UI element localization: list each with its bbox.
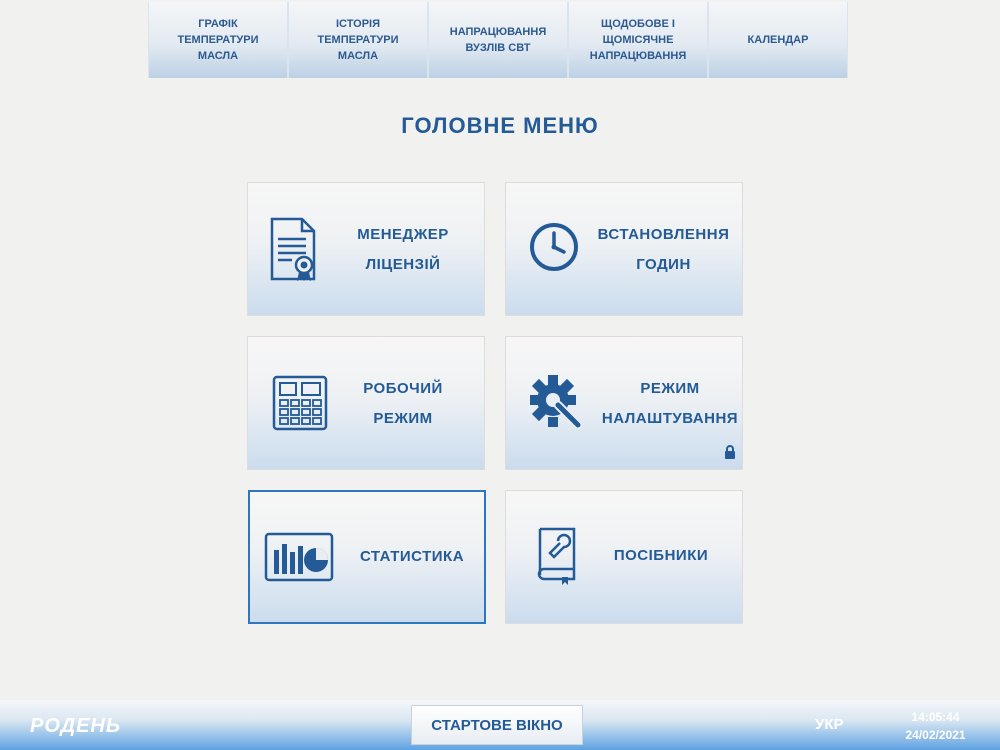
datetime-display — [888, 708, 983, 744]
set-hours-label: ВСТАНОВЛЕННЯ ГОДИН — [597, 226, 730, 273]
set-hours-button[interactable] — [505, 182, 743, 316]
gear-wrench-icon — [528, 373, 584, 429]
statistics-chart-icon — [264, 532, 336, 584]
start-window-button[interactable]: СТАРТОВЕ ВІКНО — [411, 705, 583, 745]
page-title: ГОЛОВНЕ МЕНЮ — [401, 113, 599, 138]
tab-calendar[interactable]: КАЛЕНДАР — [709, 2, 847, 78]
language-selector[interactable]: УКР — [815, 716, 844, 733]
manuals-button[interactable] — [505, 490, 743, 624]
license-manager-label: МЕНЕДЖЕР ЛІЦЕНЗІЙ — [357, 226, 449, 273]
license-certificate-icon — [266, 217, 322, 283]
tab-oil-temperature-chart[interactable]: ГРАФІК ТЕМПЕРАТУРИ МАСЛА — [149, 2, 287, 78]
brand-logo: РОДЕНЬ — [30, 715, 122, 737]
top-nav-bar — [148, 2, 848, 78]
manuals-label: ПОСІБНИКИ — [613, 547, 709, 564]
manual-book-icon — [534, 527, 578, 587]
tab-svt-units-runtime[interactable]: НАПРАЦЮВАННЯ ВУЗЛІВ СВТ — [429, 2, 567, 78]
lock-icon — [724, 445, 736, 459]
setup-mode-button[interactable] — [505, 336, 743, 470]
statistics-button[interactable] — [248, 490, 486, 624]
date-display: 24/02/2021 — [905, 728, 966, 742]
working-mode-button[interactable] — [247, 336, 485, 470]
statistics-label: СТАТИСТИКА — [359, 548, 465, 565]
tab-oil-temperature-history[interactable]: ІСТОРІЯ ТЕМПЕРАТУРИ МАСЛА — [289, 2, 427, 78]
time-display: 14:05:44 — [911, 710, 960, 724]
license-manager-button[interactable] — [247, 182, 485, 316]
calculator-icon — [272, 375, 328, 431]
tab-daily-monthly-runtime[interactable]: ЩОДОБОВЕ І ЩОМІСЯЧНЕ НАПРАЦЮВАННЯ — [569, 2, 707, 78]
setup-mode-label: РЕЖИМ НАЛАШТУВАННЯ — [601, 380, 739, 427]
working-mode-label: РОБОЧИЙ РЕЖИМ — [363, 380, 443, 427]
clock-icon — [528, 221, 580, 273]
